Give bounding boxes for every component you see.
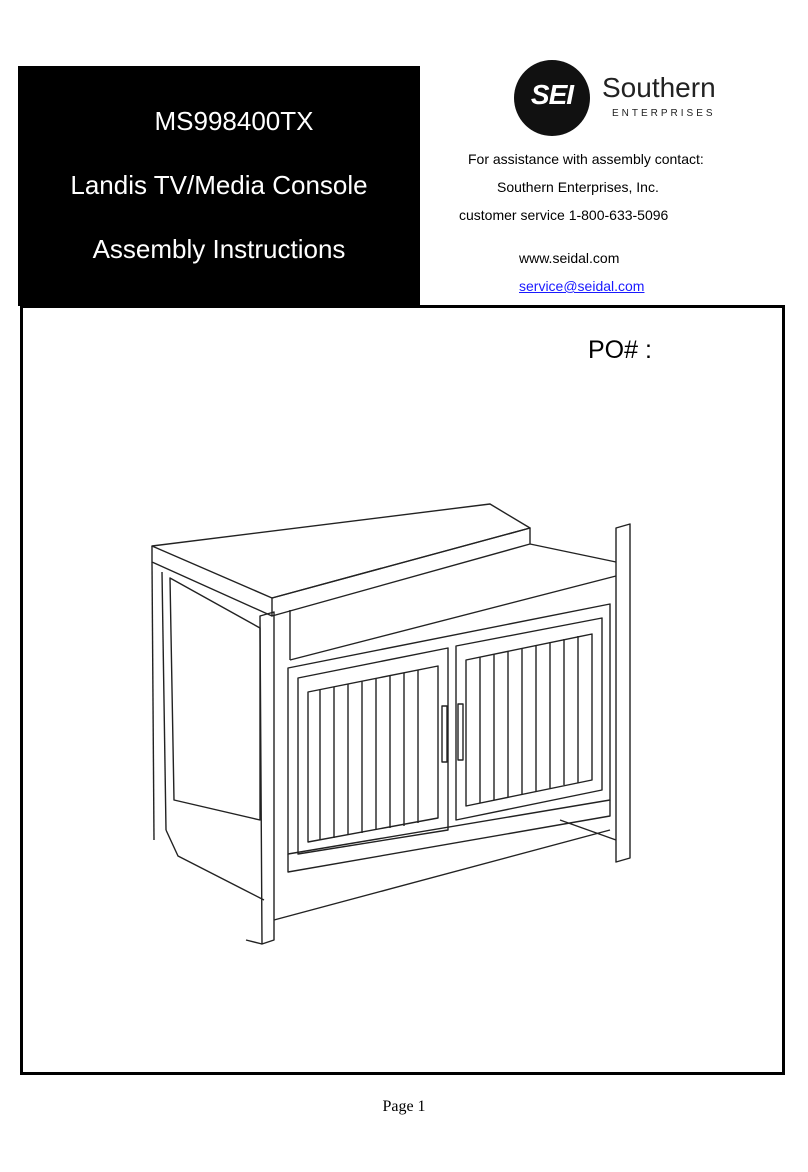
customer-service-phone: customer service 1-800-633-5096 xyxy=(459,207,669,223)
logo-abbreviation: SEI xyxy=(530,79,574,110)
document-type: Assembly Instructions xyxy=(92,234,346,264)
page-number: Page 1 xyxy=(382,1098,426,1115)
company-name: Southern Enterprises, Inc. xyxy=(497,179,659,195)
title-block xyxy=(18,66,420,306)
right-door xyxy=(456,618,602,820)
console-top xyxy=(152,504,530,598)
assistance-text: For assistance with assembly contact: xyxy=(468,151,704,167)
left-door-handle xyxy=(442,706,447,762)
tv-console-line-drawing-icon xyxy=(140,500,640,960)
front-left-leg xyxy=(260,612,274,944)
console-top-edge xyxy=(272,528,530,616)
model-number: MS998400TX xyxy=(154,106,314,136)
logo-subtitle: ENTERPRISES xyxy=(612,108,716,119)
po-label: PO# : xyxy=(588,336,652,364)
right-door-slats xyxy=(480,636,578,803)
right-door-handle xyxy=(458,704,463,760)
right-leg xyxy=(616,524,630,862)
logo-name: Southern xyxy=(602,72,716,103)
email-link[interactable]: service@seidal.com xyxy=(519,278,645,294)
side-panel xyxy=(170,578,260,820)
company-logo xyxy=(514,58,724,136)
website-link[interactable]: www.seidal.com xyxy=(519,250,620,266)
cabinet-front xyxy=(288,604,610,854)
product-name: Landis TV/Media Console xyxy=(70,170,368,200)
left-door-slats xyxy=(320,670,418,840)
